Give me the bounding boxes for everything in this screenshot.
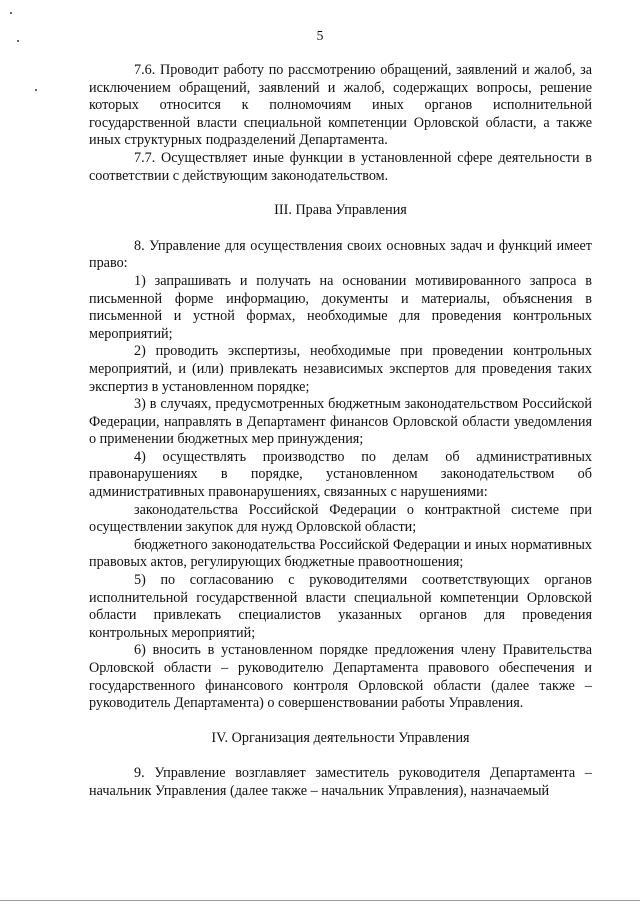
list-item-3: 3) в случаях, предусмотренных бюджетным законодательством Российской Федерации, направлять в Департамент финансов Орловской области уведомления о применении бюджетных мер принуждения; (89, 396, 592, 448)
list-item-4-sub-2: бюджетного законодательства Российской Федерации и иных нормативных правовых актов, регулирующих бюджетные правоотношения; (89, 536, 592, 571)
page-number: 5 (316, 28, 324, 43)
list-item-5: 5) по согласованию с руководителями соответствующих органов исполнительной государственной власти специальной компетенции Орловской области привлекать специалистов указанных органов для проведения контрольных мероприятий; (89, 572, 592, 641)
list-item-4-sub-1: законодательства Российской Федерации о контрактной системе при осуществлении закупок для нужд Орловской области; (89, 501, 592, 536)
scan-speck (10, 12, 12, 14)
list-item-4: 4) осуществлять производство по делам об административных правонарушениях в порядке, установленном законодательством об административных правонарушениях, связанных с нарушениями: (89, 448, 592, 501)
section-heading-iv: IV. Организация деятельности Управления (211, 729, 470, 746)
paragraph-8: 8. Управление для осуществления своих основных задач и функций имеет право: (89, 237, 592, 272)
section-heading-iii: III. Права Управления (274, 202, 407, 219)
paragraph-7-7: 7.7. Осуществляет иные функции в установленной сфере деятельности в соответствии с действующим законодательством. (89, 149, 592, 184)
paragraph-7-6: 7.6. Проводит работу по рассмотрению обращений, заявлений и жалоб, за исключением обращений, заявлений и жалоб, содержащих вопросы, решение которых относится к полномочиям иных органов исполнительной государственной власти специальной компетенции Орловской области, а также иных структурных подразделений Департамента. (89, 62, 592, 149)
list-item-6: 6) вносить в установленном порядке предложения члену Правительства Орловской области – руководителю Департамента правового обеспечения и государственного финансового контроля Орловской области (далее также – руководитель Департамента) о совершенствовании работы Управления. (89, 642, 592, 712)
scan-edge-line (0, 900, 640, 901)
document-body (89, 62, 592, 801)
list-item-2: 2) проводить экспертизы, необходимые при проведении контрольных мероприятий, и (или) привлекать независимых экспертов для проведения таких экспертиз в установленном порядке; (89, 343, 592, 395)
scan-speck (35, 89, 37, 91)
list-item-1: 1) запрашивать и получать на основании мотивированного запроса в письменной форме информацию, документы и материалы, объяснения в письменной и устной формах, необходимые для проведения контрольных мероприятий; (89, 272, 592, 342)
paragraph-9: 9. Управление возглавляет заместитель руководителя Департамента – начальник Управления (далее также – начальник Управления), назначаемый (89, 765, 592, 799)
